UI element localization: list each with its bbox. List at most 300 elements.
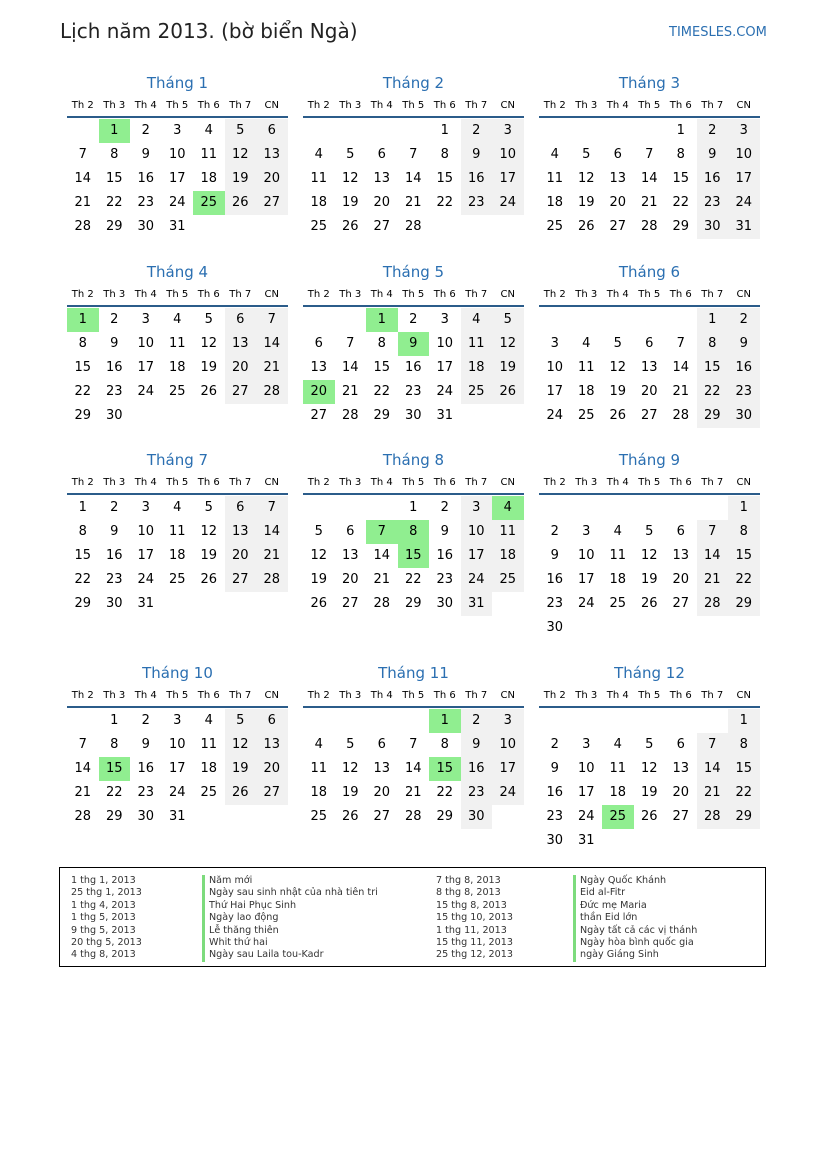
- weekday-label: Th 7: [701, 476, 724, 488]
- month-block: [67, 449, 288, 616]
- empty-day-cell: [366, 709, 398, 733]
- empty-day-cell: [602, 496, 634, 520]
- day-cell: 6: [346, 524, 355, 539]
- week-row: [67, 757, 288, 781]
- legend-holiday-name: Ngày sau sinh nhật của nhà tiên tri: [202, 887, 378, 899]
- day-cell: 11: [461, 332, 493, 356]
- month-block: [303, 449, 524, 616]
- day-cell: 11: [310, 761, 328, 776]
- day-cell: 14: [404, 761, 422, 776]
- month-days: [539, 709, 760, 853]
- weekday-label: Th 3: [339, 288, 362, 300]
- weekday-label: Th 3: [575, 476, 598, 488]
- day-cell: 2: [409, 312, 418, 327]
- day-cell: 7: [256, 308, 288, 332]
- day-cell: 5: [492, 308, 524, 332]
- day-cell: 5: [204, 312, 213, 327]
- empty-day-cell: [256, 592, 288, 616]
- day-cell: 2: [550, 737, 559, 752]
- day-cell: 30: [137, 809, 155, 824]
- day-cell: 6: [314, 336, 323, 351]
- holiday-day-cell: 15: [398, 544, 430, 568]
- holiday-day-cell: 7: [366, 520, 398, 544]
- weekday-label: Th 7: [465, 288, 488, 300]
- weekday-label: CN: [736, 99, 751, 111]
- empty-day-cell: [303, 709, 335, 733]
- week-row: [539, 119, 760, 143]
- day-cell: 12: [492, 332, 524, 356]
- holiday-day-cell: 1: [429, 709, 461, 733]
- weekday-label: Th 5: [638, 99, 661, 111]
- day-cell: 17: [137, 548, 155, 563]
- day-cell: 28: [640, 219, 658, 234]
- day-cell: 16: [436, 548, 454, 563]
- week-row: [539, 332, 760, 356]
- empty-day-cell: [665, 616, 697, 640]
- day-cell: 21: [256, 356, 288, 380]
- weekday-header: [67, 94, 288, 118]
- weekday-label: Th 6: [197, 99, 220, 111]
- empty-day-cell: [571, 496, 603, 520]
- day-cell: 1: [78, 500, 87, 515]
- month-days: [67, 709, 288, 829]
- day-cell: 13: [256, 143, 288, 167]
- day-cell: 11: [577, 360, 595, 375]
- week-row: [67, 520, 288, 544]
- day-cell: 9: [461, 143, 493, 167]
- day-cell: 21: [404, 785, 422, 800]
- week-row: [303, 592, 524, 616]
- day-cell: 14: [74, 171, 92, 186]
- weekday-label: Th 7: [701, 288, 724, 300]
- day-cell: 27: [373, 809, 391, 824]
- month-block: [303, 662, 524, 829]
- day-cell: 9: [550, 761, 559, 776]
- empty-day-cell: [193, 592, 225, 616]
- day-cell: 7: [676, 336, 685, 351]
- day-cell: 5: [346, 737, 355, 752]
- day-cell: 25: [461, 380, 493, 404]
- day-cell: 20: [256, 757, 288, 781]
- day-cell: 2: [461, 119, 493, 143]
- day-cell: 18: [310, 195, 328, 210]
- weekday-label: Th 2: [543, 689, 566, 701]
- day-cell: 12: [341, 171, 359, 186]
- day-cell: 17: [436, 360, 454, 375]
- week-row: [67, 167, 288, 191]
- day-cell: 30: [137, 219, 155, 234]
- legend-names-column: [202, 875, 378, 962]
- weekday-header: [539, 684, 760, 708]
- week-row: [303, 404, 524, 428]
- empty-day-cell: [225, 592, 257, 616]
- day-cell: 15: [728, 544, 760, 568]
- day-cell: 27: [373, 219, 391, 234]
- day-cell: 29: [436, 809, 454, 824]
- day-cell: 24: [436, 384, 454, 399]
- day-cell: 3: [492, 119, 524, 143]
- month-days: [303, 709, 524, 829]
- week-row: [67, 781, 288, 805]
- month-days: [303, 496, 524, 616]
- day-cell: 10: [461, 520, 493, 544]
- day-cell: 13: [640, 360, 658, 375]
- day-cell: 25: [577, 408, 595, 423]
- empty-day-cell: [162, 592, 194, 616]
- legend-holiday-name: Ngày Quốc Khánh: [573, 875, 697, 887]
- day-cell: 26: [200, 384, 218, 399]
- day-cell: 3: [582, 737, 591, 752]
- empty-day-cell: [492, 404, 524, 428]
- day-cell: 8: [78, 336, 87, 351]
- week-row: [539, 380, 760, 404]
- day-cell: 1: [676, 123, 685, 138]
- day-cell: 7: [346, 336, 355, 351]
- day-cell: 30: [105, 408, 123, 423]
- empty-day-cell: [571, 616, 603, 640]
- holiday-day-cell: 25: [193, 191, 225, 215]
- day-cell: 11: [310, 171, 328, 186]
- day-cell: 6: [377, 737, 386, 752]
- day-cell: 20: [256, 167, 288, 191]
- day-cell: 11: [168, 336, 186, 351]
- weekday-label: Th 6: [669, 99, 692, 111]
- weekday-label: Th 5: [402, 288, 425, 300]
- day-cell: 10: [546, 360, 564, 375]
- day-cell: 8: [110, 147, 119, 162]
- legend-holiday-name: Đức mẹ Maria: [573, 900, 697, 912]
- day-cell: 28: [672, 408, 690, 423]
- day-cell: 2: [728, 308, 760, 332]
- day-cell: 10: [492, 143, 524, 167]
- day-cell: 28: [404, 809, 422, 824]
- day-cell: 19: [225, 757, 257, 781]
- day-cell: 11: [492, 520, 524, 544]
- day-cell: 2: [141, 713, 150, 728]
- day-cell: 23: [461, 781, 493, 805]
- month-block: [67, 261, 288, 428]
- day-cell: 11: [200, 737, 218, 752]
- day-cell: 17: [492, 167, 524, 191]
- day-cell: 5: [645, 524, 654, 539]
- day-cell: 14: [256, 520, 288, 544]
- holiday-day-cell: 15: [429, 757, 461, 781]
- day-cell: 23: [105, 384, 123, 399]
- weekday-label: Th 7: [229, 288, 252, 300]
- weekday-label: Th 7: [465, 99, 488, 111]
- month-days: [67, 119, 288, 239]
- day-cell: 9: [141, 147, 150, 162]
- week-row: [539, 733, 760, 757]
- day-cell: 24: [137, 572, 155, 587]
- day-cell: 5: [645, 737, 654, 752]
- day-cell: 6: [676, 737, 685, 752]
- day-cell: 27: [640, 408, 658, 423]
- day-cell: 30: [105, 596, 123, 611]
- day-cell: 26: [577, 219, 595, 234]
- day-cell: 8: [110, 737, 119, 752]
- empty-day-cell: [398, 709, 430, 733]
- week-row: [303, 356, 524, 380]
- legend-dates-column: [436, 875, 513, 962]
- day-cell: 3: [461, 496, 493, 520]
- weekday-label: Th 6: [669, 476, 692, 488]
- day-cell: 22: [436, 195, 454, 210]
- day-cell: 22: [728, 568, 760, 592]
- day-cell: 2: [697, 119, 729, 143]
- week-row: [67, 143, 288, 167]
- holiday-day-cell: 25: [602, 805, 634, 829]
- day-cell: 13: [225, 520, 257, 544]
- week-row: [303, 308, 524, 332]
- day-cell: 29: [697, 404, 729, 428]
- month-block: [539, 449, 760, 640]
- empty-day-cell: [634, 829, 666, 853]
- weekday-header: [303, 94, 524, 118]
- week-row: [303, 544, 524, 568]
- day-cell: 20: [373, 195, 391, 210]
- month-block: [67, 72, 288, 239]
- empty-day-cell: [492, 592, 524, 616]
- empty-day-cell: [429, 215, 461, 239]
- week-row: [539, 215, 760, 239]
- empty-day-cell: [728, 829, 760, 853]
- week-row: [303, 520, 524, 544]
- day-cell: 1: [697, 308, 729, 332]
- day-cell: 10: [168, 737, 186, 752]
- weekday-label: CN: [500, 476, 515, 488]
- day-cell: 27: [225, 568, 257, 592]
- legend-date: 1 thg 5, 2013: [71, 912, 136, 924]
- empty-day-cell: [602, 308, 634, 332]
- holiday-day-cell: 1: [99, 119, 131, 143]
- day-cell: 1: [440, 123, 449, 138]
- weekday-label: CN: [500, 689, 515, 701]
- week-row: [67, 332, 288, 356]
- day-cell: 14: [672, 360, 690, 375]
- day-cell: 29: [404, 596, 422, 611]
- empty-day-cell: [193, 215, 225, 239]
- day-cell: 3: [440, 312, 449, 327]
- day-cell: 7: [78, 737, 87, 752]
- day-cell: 8: [697, 332, 729, 356]
- weekday-label: Th 3: [103, 689, 126, 701]
- day-cell: 26: [310, 596, 328, 611]
- day-cell: 6: [256, 709, 288, 733]
- legend-date: 15 thg 10, 2013: [436, 912, 513, 924]
- day-cell: 9: [697, 143, 729, 167]
- day-cell: 22: [105, 195, 123, 210]
- weekday-label: Th 4: [370, 288, 393, 300]
- day-cell: 25: [200, 785, 218, 800]
- day-cell: 18: [609, 785, 627, 800]
- month-block: [303, 261, 524, 428]
- legend-date: 25 thg 12, 2013: [436, 949, 513, 961]
- week-row: [303, 332, 524, 356]
- day-cell: 26: [492, 380, 524, 404]
- day-cell: 30: [697, 215, 729, 239]
- day-cell: 21: [672, 384, 690, 399]
- month-name: Tháng 1: [146, 74, 209, 92]
- day-cell: 23: [546, 809, 564, 824]
- week-row: [303, 733, 524, 757]
- weekday-label: Th 5: [638, 288, 661, 300]
- weekday-label: Th 2: [543, 288, 566, 300]
- weekday-label: Th 3: [339, 99, 362, 111]
- week-row: [67, 215, 288, 239]
- day-cell: 14: [341, 360, 359, 375]
- weekday-label: Th 4: [370, 99, 393, 111]
- month-block: [539, 662, 760, 853]
- month-block: [303, 72, 524, 239]
- day-cell: 14: [404, 171, 422, 186]
- weekday-label: Th 5: [402, 476, 425, 488]
- day-cell: 10: [137, 336, 155, 351]
- day-cell: 5: [346, 147, 355, 162]
- weekday-label: Th 3: [575, 99, 598, 111]
- day-cell: 5: [314, 524, 323, 539]
- day-cell: 10: [436, 336, 454, 351]
- legend-holiday-name: ngày Giáng Sinh: [573, 949, 697, 961]
- day-cell: 31: [577, 833, 595, 848]
- day-cell: 25: [310, 219, 328, 234]
- day-cell: 26: [225, 781, 257, 805]
- day-cell: 2: [110, 500, 119, 515]
- day-cell: 16: [461, 757, 493, 781]
- weekday-label: Th 4: [134, 476, 157, 488]
- day-cell: 16: [461, 167, 493, 191]
- day-cell: 4: [461, 308, 493, 332]
- month-days: [303, 119, 524, 239]
- empty-day-cell: [571, 119, 603, 143]
- month-name: Tháng 3: [618, 74, 681, 92]
- empty-day-cell: [492, 215, 524, 239]
- day-cell: 18: [310, 785, 328, 800]
- weekday-label: Th 4: [606, 476, 629, 488]
- day-cell: 6: [256, 119, 288, 143]
- empty-day-cell: [335, 496, 367, 520]
- day-cell: 15: [672, 171, 690, 186]
- day-cell: 6: [225, 308, 257, 332]
- empty-day-cell: [461, 215, 493, 239]
- day-cell: 28: [256, 380, 288, 404]
- day-cell: 21: [373, 572, 391, 587]
- holiday-day-cell: 8: [398, 520, 430, 544]
- day-cell: 5: [225, 709, 257, 733]
- day-cell: 18: [168, 548, 186, 563]
- weekday-label: Th 5: [402, 689, 425, 701]
- day-cell: 6: [377, 147, 386, 162]
- week-row: [539, 520, 760, 544]
- day-cell: 5: [613, 336, 622, 351]
- weekday-label: Th 5: [638, 476, 661, 488]
- weekday-label: Th 2: [307, 288, 330, 300]
- week-row: [67, 356, 288, 380]
- empty-day-cell: [665, 709, 697, 733]
- holiday-day-cell: 1: [366, 308, 398, 332]
- day-cell: 16: [137, 761, 155, 776]
- day-cell: 17: [168, 171, 186, 186]
- day-cell: 30: [728, 404, 760, 428]
- weekday-header: [67, 471, 288, 495]
- day-cell: 19: [577, 195, 595, 210]
- empty-day-cell: [571, 709, 603, 733]
- day-cell: 26: [609, 408, 627, 423]
- day-cell: 11: [609, 761, 627, 776]
- day-cell: 13: [609, 171, 627, 186]
- site-link[interactable]: TIMESLES.COM: [669, 25, 767, 40]
- day-cell: 22: [74, 384, 92, 399]
- legend-date: 15 thg 8, 2013: [436, 899, 507, 911]
- day-cell: 7: [256, 496, 288, 520]
- weekday-label: Th 4: [606, 288, 629, 300]
- day-cell: 9: [550, 548, 559, 563]
- day-cell: 4: [204, 713, 213, 728]
- day-cell: 31: [168, 809, 186, 824]
- day-cell: 29: [105, 219, 123, 234]
- day-cell: 25: [546, 219, 564, 234]
- day-cell: 18: [546, 195, 564, 210]
- weekday-label: Th 2: [307, 476, 330, 488]
- legend-date: 1 thg 4, 2013: [71, 899, 136, 911]
- week-row: [539, 829, 760, 853]
- week-row: [67, 380, 288, 404]
- day-cell: 20: [225, 356, 257, 380]
- day-cell: 14: [373, 548, 391, 563]
- day-cell: 13: [256, 733, 288, 757]
- week-row: [539, 191, 760, 215]
- weekday-label: Th 3: [339, 689, 362, 701]
- day-cell: 19: [609, 384, 627, 399]
- day-cell: 7: [78, 147, 87, 162]
- holiday-day-cell: 9: [398, 332, 430, 356]
- day-cell: 3: [173, 713, 182, 728]
- week-row: [303, 191, 524, 215]
- week-row: [303, 709, 524, 733]
- empty-day-cell: [193, 404, 225, 428]
- day-cell: 11: [200, 147, 218, 162]
- day-cell: 25: [609, 596, 627, 611]
- day-cell: 27: [609, 219, 627, 234]
- legend-date: 7 thg 8, 2013: [436, 875, 501, 886]
- day-cell: 26: [640, 809, 658, 824]
- day-cell: 15: [105, 171, 123, 186]
- empty-day-cell: [256, 805, 288, 829]
- weekday-label: Th 2: [307, 689, 330, 701]
- day-cell: 3: [582, 524, 591, 539]
- weekday-label: CN: [264, 476, 279, 488]
- empty-day-cell: [634, 616, 666, 640]
- week-row: [539, 709, 760, 733]
- empty-day-cell: [665, 496, 697, 520]
- week-row: [539, 544, 760, 568]
- month-name: Tháng 9: [618, 451, 681, 469]
- weekday-label: Th 6: [433, 476, 456, 488]
- week-row: [67, 592, 288, 616]
- weekday-label: Th 6: [669, 288, 692, 300]
- empty-day-cell: [256, 404, 288, 428]
- empty-day-cell: [539, 308, 571, 332]
- day-cell: 28: [256, 568, 288, 592]
- day-cell: 16: [697, 167, 729, 191]
- holiday-day-cell: 1: [67, 308, 99, 332]
- day-cell: 18: [200, 171, 218, 186]
- day-cell: 24: [168, 195, 186, 210]
- legend-holiday-name: Ngày lao động: [202, 912, 378, 924]
- weekday-label: Th 7: [701, 99, 724, 111]
- holiday-day-cell: 15: [99, 757, 131, 781]
- day-cell: 16: [105, 360, 123, 375]
